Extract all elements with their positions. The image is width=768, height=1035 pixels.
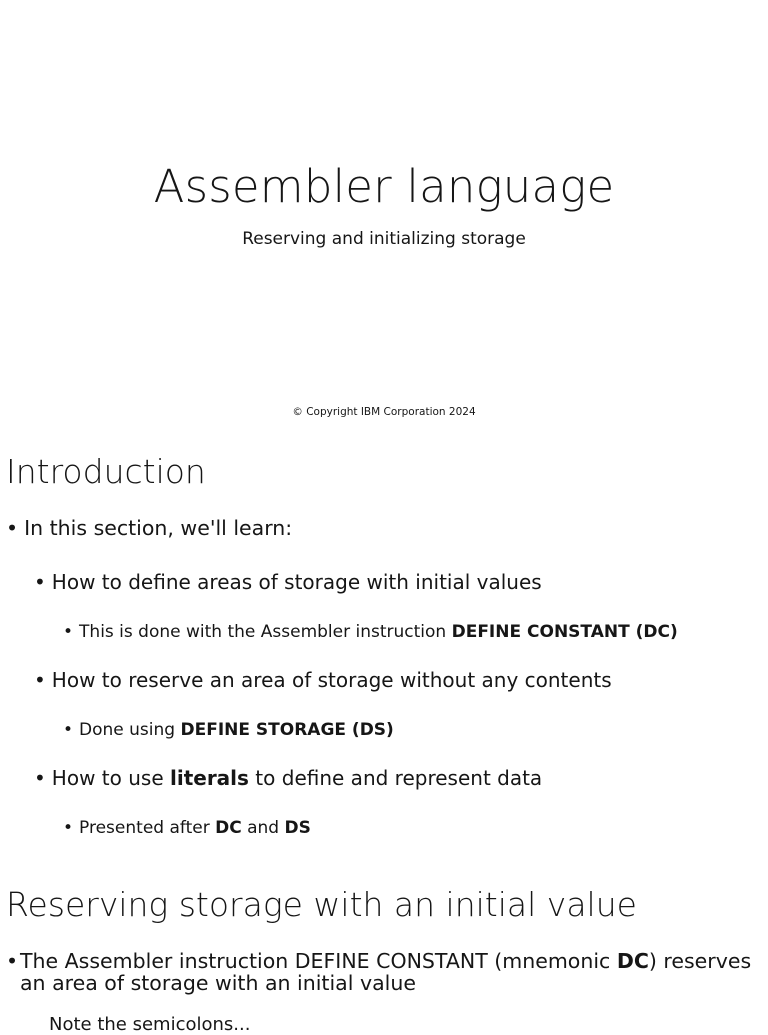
bullet-text: The Assembler instruction DEFINE CONSTANT (mnemonic (20, 949, 617, 973)
intro-bullet-2a (34, 570, 542, 594)
bullet-text: Presented after (79, 818, 216, 838)
slide-subtitle: Reserving and initializing storage (242, 229, 526, 249)
reserving-storage-heading: Reserving storage with an initial value (6, 885, 637, 924)
introduction-heading: Introduction (6, 452, 206, 491)
intro-bullet-3a (63, 622, 678, 642)
bullet-text: Done using (79, 720, 181, 740)
bullet-bold-text: DC (616, 949, 649, 973)
bullet-text: In this section, we'll learn: (24, 516, 293, 540)
bullet-dot: • (34, 570, 46, 594)
bullet-text: How to define areas of storage with initial values (51, 570, 542, 594)
bullet-bold-text: DEFINE CONSTANT (DC) (451, 622, 678, 642)
intro-bullet-3c (63, 818, 311, 838)
section2-bullet-1 (6, 950, 756, 994)
bullet-dot: • (34, 766, 46, 790)
bullet-bold-text: literals (169, 766, 249, 790)
bullet-dot: • (6, 516, 19, 540)
bullet-text: How to reserve an area of storage without any contents (51, 668, 612, 692)
bullet-dot: • (63, 818, 74, 838)
intro-bullet-2c (34, 766, 542, 790)
title-slide (0, 0, 768, 440)
bullet-text: ) reserves an area of storage with an initial value (20, 949, 752, 995)
bullet-dot: • (6, 949, 19, 973)
intro-bullet-3b (63, 720, 394, 740)
bullet-bold-text: DC (215, 818, 242, 838)
bullet-bold-text: DEFINE STORAGE (DS) (180, 720, 394, 740)
bullet-text: to define and represent data (248, 766, 543, 790)
cut-off-text-line: Note the semicolons... (49, 1014, 251, 1035)
bullet-bold-text: DS (284, 818, 311, 838)
intro-bullet-1 (6, 516, 292, 540)
bullet-text: and (241, 818, 285, 838)
slide-title: Assembler language (153, 160, 615, 213)
bullet-dot: • (34, 668, 46, 692)
bullet-dot: • (63, 720, 74, 740)
intro-bullet-2b (34, 668, 612, 692)
bullet-text: How to use (51, 766, 170, 790)
bullet-dot: • (63, 622, 74, 642)
bullet-text-block (20, 950, 756, 994)
bullet-text: This is done with the Assembler instruction (79, 622, 452, 642)
copyright-notice: © Copyright IBM Corporation 2024 (292, 406, 476, 418)
